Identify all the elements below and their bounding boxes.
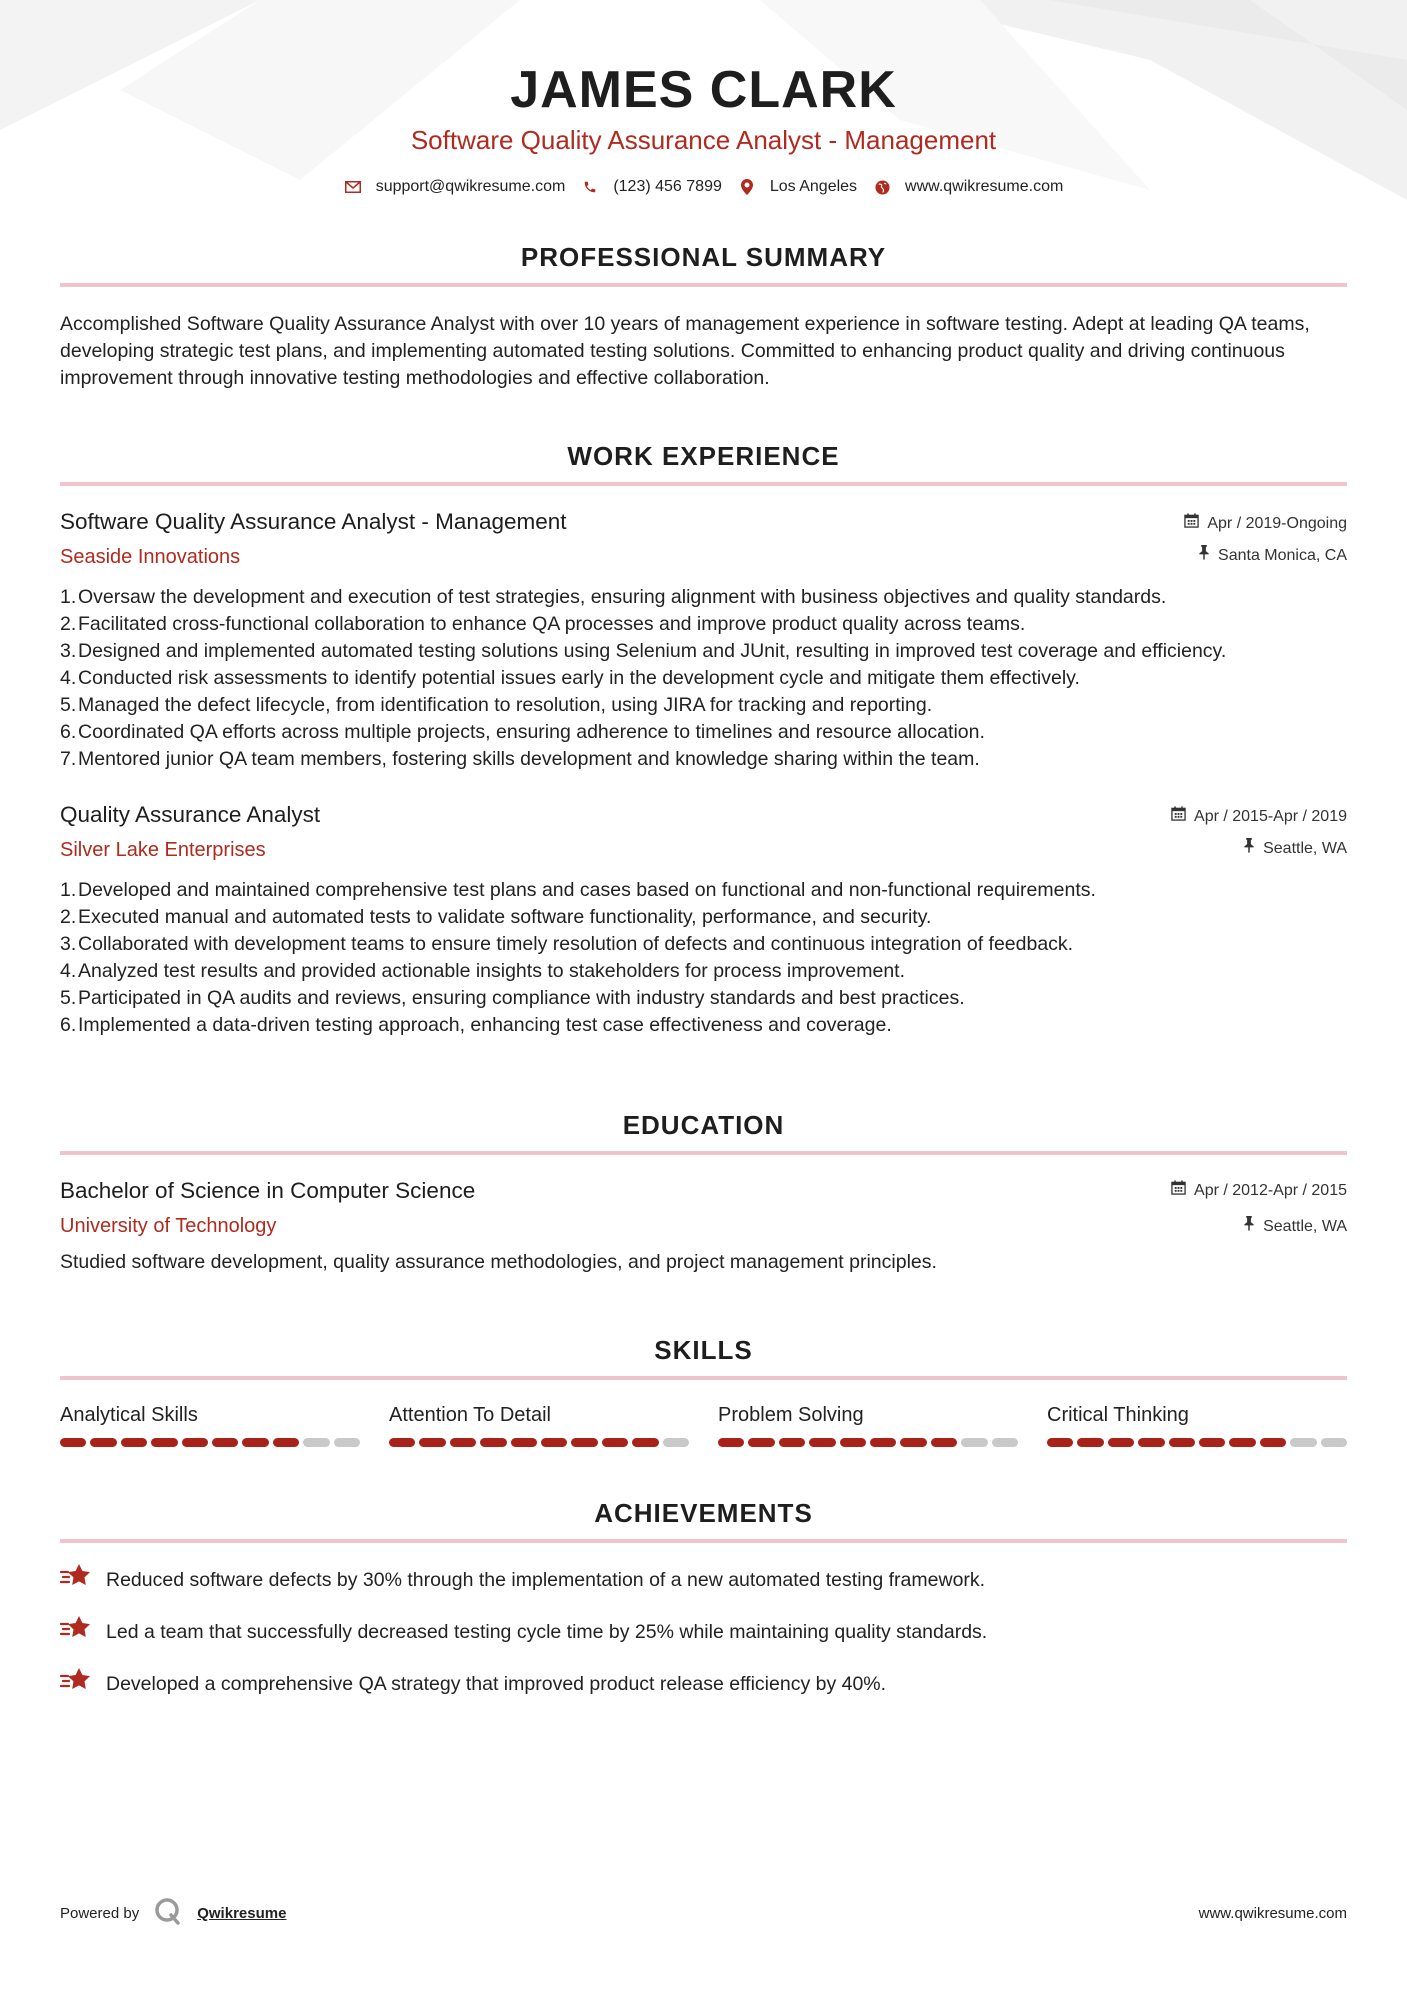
map-marker-icon	[738, 178, 756, 196]
skill-level-bar	[60, 1438, 360, 1447]
section-divider	[60, 482, 1347, 486]
skill-name: Analytical Skills	[60, 1404, 198, 1426]
website-text: www.qwikresume.com	[905, 178, 1064, 195]
contact-bar	[60, 178, 1347, 196]
job-title: Software Quality Assurance Analyst - Management	[60, 509, 567, 534]
skill-level-segment	[389, 1438, 415, 1447]
job-duties-list	[60, 584, 1347, 773]
skill-level-bar	[389, 1438, 689, 1447]
skill-level-segment	[632, 1438, 658, 1447]
star-award-icon	[60, 1563, 92, 1597]
degree-title: Bachelor of Science in Computer Science	[60, 1178, 476, 1203]
job-location	[1171, 837, 1347, 861]
education-description: Studied software development, quality assurance methodologies, and project management principles.	[60, 1251, 937, 1273]
achievement-item	[60, 1615, 1347, 1649]
skill-level-segment	[60, 1438, 86, 1447]
email-text: support@qwikresume.com	[375, 178, 566, 195]
skill-level-segment	[1290, 1438, 1316, 1447]
phone-text: (123) 456 7899	[613, 178, 722, 195]
achievement-item	[60, 1667, 1347, 1701]
envelope-icon	[344, 178, 362, 196]
skill-level-segment	[1199, 1438, 1225, 1447]
achievement-text: Reduced software defects by 30% through the implementation of a new automated testing framework.	[106, 1568, 986, 1591]
list-item: 4. Analyzed test results and provided actionable insights to stakeholders for process improvement.	[60, 960, 906, 982]
skill-level-segment	[419, 1438, 445, 1447]
list-item: 2. Executed manual and automated tests to validate software functionality, performance, and security.	[60, 906, 932, 928]
skill-level-segment	[90, 1438, 116, 1447]
skill-level-segment	[602, 1438, 628, 1447]
education-section	[60, 1109, 1347, 1276]
list-item: 2. Facilitated cross-functional collaboration to enhance QA processes and improve product quality across teams.	[60, 613, 1026, 635]
skill-level-bar	[718, 1438, 1018, 1447]
achievements-section	[60, 1497, 1347, 1701]
skill-level-segment	[334, 1438, 360, 1447]
skill-level-segment	[809, 1438, 835, 1447]
skill-name: Attention To Detail	[389, 1404, 551, 1426]
job-dates-text: Apr / 2019-Ongoing	[1207, 515, 1347, 532]
skill-level-segment	[870, 1438, 896, 1447]
summary-text: Accomplished Software Quality Assurance Analyst with over 10 years of management experience in software testing. Adept at leading QA teams, developing strategic test plans, and implementing automated testing solutions. Committed to enhancing product quality and driving continuous improvement through innovative testing methodologies and effective collaboration.	[60, 313, 1310, 389]
job-duties-list	[60, 877, 1347, 1039]
skill-level-segment	[212, 1438, 238, 1447]
skill-level-segment	[900, 1438, 926, 1447]
job-entry	[60, 801, 1347, 1039]
skill-level-segment	[273, 1438, 299, 1447]
pushpin-icon	[1198, 544, 1210, 568]
list-item: 1. Oversaw the development and execution of test strategies, ensuring alignment with business objectives and quality standards.	[60, 586, 1167, 608]
resume-header	[60, 0, 1347, 196]
job-company: Seaside Innovations	[60, 546, 241, 568]
skill-level-segment	[1077, 1438, 1103, 1447]
contact-phone[interactable]	[581, 178, 722, 196]
skill-level-segment	[303, 1438, 329, 1447]
experience-heading: WORK EXPERIENCE	[567, 441, 840, 471]
job-location-text: Seattle, WA	[1263, 840, 1347, 857]
contact-email[interactable]	[344, 178, 566, 196]
section-divider	[60, 1151, 1347, 1155]
skill-item	[60, 1402, 360, 1447]
skill-item	[1047, 1402, 1347, 1447]
list-item: 3. Designed and implemented automated testing solutions using Selenium and JUnit, resulting in improved test coverage and efficiency.	[60, 640, 1227, 662]
globe-icon	[873, 178, 891, 196]
skill-level-segment	[541, 1438, 567, 1447]
section-divider	[60, 1376, 1347, 1380]
job-title: Quality Assurance Analyst	[60, 802, 321, 827]
skill-level-segment	[718, 1438, 744, 1447]
education-dates	[1171, 1179, 1347, 1203]
brand-link[interactable]: Qwikresume	[197, 1904, 287, 1922]
list-item: 1. Developed and maintained comprehensive test plans and cases based on functional and non-functional requirements.	[60, 879, 1096, 901]
skill-level-segment	[182, 1438, 208, 1447]
contact-website[interactable]	[873, 178, 1063, 196]
location-text: Los Angeles	[769, 178, 858, 195]
skill-level-segment	[1169, 1438, 1195, 1447]
contact-location	[738, 178, 857, 196]
skill-level-segment	[663, 1438, 689, 1447]
list-item: 7. Mentored junior QA team members, fostering skills development and knowledge sharing within the team.	[60, 748, 980, 770]
list-item: 5. Participated in QA audits and reviews, ensuring compliance with industry standards and best practices.	[60, 987, 965, 1009]
experience-section	[60, 440, 1347, 1039]
list-item: 5. Managed the defect lifecycle, from identification to resolution, using JIRA for tracking and reporting.	[60, 694, 933, 716]
powered-by	[60, 1896, 286, 1930]
skill-level-segment	[242, 1438, 268, 1447]
job-entry	[60, 508, 1347, 773]
skills-section	[60, 1334, 1347, 1447]
skill-level-segment	[121, 1438, 147, 1447]
skill-level-segment	[931, 1438, 957, 1447]
skills-heading: SKILLS	[654, 1335, 753, 1365]
skill-level-segment	[1138, 1438, 1164, 1447]
skill-level-segment	[1260, 1438, 1286, 1447]
calendar-icon	[1184, 512, 1199, 536]
skill-level-segment	[779, 1438, 805, 1447]
list-item: 6. Coordinated QA efforts across multiple projects, ensuring adherence to timelines and resource allocation.	[60, 721, 985, 743]
skill-level-segment	[1321, 1438, 1347, 1447]
skill-level-segment	[840, 1438, 866, 1447]
skills-grid	[60, 1402, 1347, 1447]
skill-level-segment	[480, 1438, 506, 1447]
skill-level-segment	[1047, 1438, 1073, 1447]
job-dates	[1171, 805, 1347, 829]
section-divider	[60, 283, 1347, 287]
list-item: 6. Implemented a data-driven testing approach, enhancing test case effectiveness and coverage.	[60, 1014, 892, 1036]
job-company: Silver Lake Enterprises	[60, 839, 266, 861]
education-dates-text: Apr / 2012-Apr / 2015	[1194, 1182, 1347, 1199]
job-location	[1184, 544, 1347, 568]
candidate-role: Software Quality Assurance Analyst - Management	[410, 125, 997, 155]
candidate-name: JAMES CLARK	[510, 61, 897, 119]
achievement-text: Developed a comprehensive QA strategy that improved product release efficiency by 40%.	[106, 1672, 887, 1695]
skill-level-segment	[450, 1438, 476, 1447]
skill-level-segment	[961, 1438, 987, 1447]
skill-level-segment	[992, 1438, 1018, 1447]
skill-level-segment	[511, 1438, 537, 1447]
skill-level-segment	[151, 1438, 177, 1447]
skill-item	[389, 1402, 689, 1447]
education-heading: EDUCATION	[622, 1110, 785, 1140]
job-dates	[1184, 512, 1347, 536]
phone-icon	[581, 178, 599, 196]
achievements-list	[60, 1563, 1347, 1701]
job-location-text: Santa Monica, CA	[1218, 547, 1347, 564]
skill-level-bar	[1047, 1438, 1347, 1447]
skill-level-segment	[1108, 1438, 1134, 1447]
skill-item	[718, 1402, 1018, 1447]
footer-website[interactable]: www.qwikresume.com	[1198, 1904, 1347, 1922]
job-dates-text: Apr / 2015-Apr / 2019	[1194, 808, 1347, 825]
education-location	[1171, 1215, 1347, 1239]
star-award-icon	[60, 1615, 92, 1649]
calendar-icon	[1171, 805, 1186, 829]
pushpin-icon	[1243, 837, 1255, 861]
skill-name: Problem Solving	[718, 1404, 864, 1426]
list-item: 4. Conducted risk assessments to identify potential issues early in the development cycle and mitigate them effectively.	[60, 667, 1080, 689]
star-award-icon	[60, 1667, 92, 1701]
calendar-icon	[1171, 1179, 1186, 1203]
list-item: 3. Collaborated with development teams to ensure timely resolution of defects and continuous integration of feedback.	[60, 933, 1074, 955]
page-footer	[60, 1896, 1347, 1930]
skill-level-segment	[748, 1438, 774, 1447]
school-name: University of Technology	[60, 1215, 277, 1237]
achievement-item	[60, 1563, 1347, 1597]
skill-name: Critical Thinking	[1047, 1404, 1189, 1426]
section-divider	[60, 1539, 1347, 1543]
skill-level-segment	[1229, 1438, 1255, 1447]
pushpin-icon	[1243, 1215, 1255, 1239]
education-location-text: Seattle, WA	[1263, 1218, 1347, 1235]
powered-by-label: Powered by	[60, 1904, 140, 1922]
skill-level-segment	[571, 1438, 597, 1447]
summary-heading: PROFESSIONAL SUMMARY	[520, 242, 887, 272]
achievement-text: Led a team that successfully decreased testing cycle time by 25% while maintaining quality standards.	[106, 1620, 988, 1643]
summary-section	[60, 241, 1347, 392]
education-entry	[60, 1177, 1347, 1276]
achievements-heading: ACHIEVEMENTS	[594, 1498, 813, 1528]
qwikresume-logo-icon	[153, 1896, 183, 1930]
